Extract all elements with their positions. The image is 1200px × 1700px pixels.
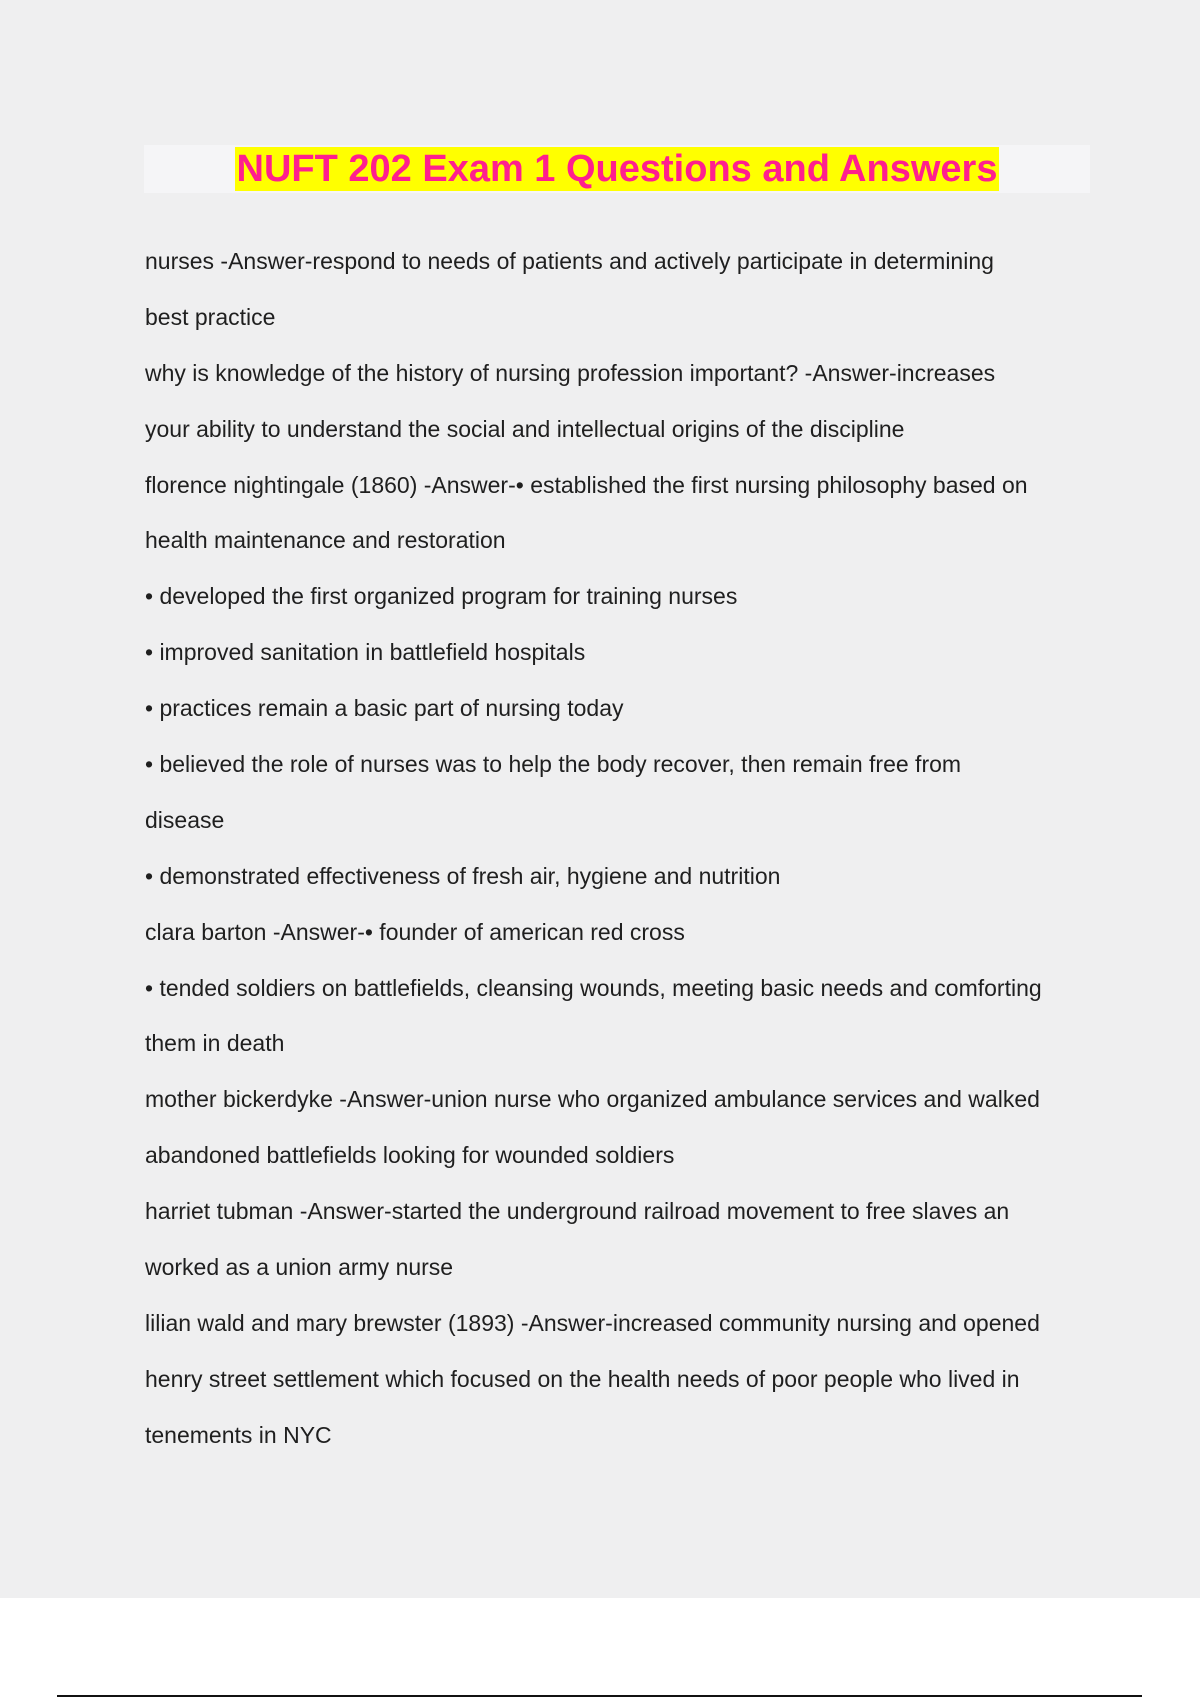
text-line: • developed the first organized program for training nurses [145,583,738,610]
text-line: • believed the role of nurses was to help the body recover, then remain free from [145,751,962,778]
text-line: • practices remain a basic part of nursing today [145,695,624,722]
text-line: • tended soldiers on battlefields, cleansing wounds, meeting basic needs and comforting [145,974,1042,1001]
text-line: mother bickerdyke -Answer-union nurse who organized ambulance services and walked [145,1086,1040,1113]
text-line: best practice [145,303,276,330]
text-line: why is knowledge of the history of nursing profession important? -Answer-increases [145,359,996,386]
text-line: lilian wald and mary brewster (1893) -Answer-increased community nursing and opened [145,1309,1040,1336]
title-band [144,145,1090,193]
text-line: tenements in NYC [145,1421,332,1448]
text-line: disease [145,806,225,833]
text-line: harriet tubman -Answer-started the underground railroad movement to free slaves an [145,1198,1010,1225]
text-line: • improved sanitation in battlefield hospitals [145,639,586,666]
text-line: health maintenance and restoration [145,527,506,554]
text-line: clara barton -Answer-• founder of american red cross [145,918,685,945]
text-line: florence nightingale (1860) -Answer-• established the first nursing philosophy based on [145,471,1028,498]
document-title: NUFT 202 Exam 1 Questions and Answers [236,148,998,190]
text-line: nurses -Answer-respond to needs of patients and actively participate in determining [145,248,994,274]
text-line: your ability to understand the social and intellectual origins of the discipline [145,415,905,442]
text-line: abandoned battlefields looking for wounded soldiers [145,1142,675,1169]
text-line: worked as a union army nurse [145,1254,454,1281]
text-line: • demonstrated effectiveness of fresh air, hygiene and nutrition [145,862,781,889]
document-body [145,234,1105,1464]
text-line: them in death [145,1030,285,1057]
text-line: henry street settlement which focused on the health needs of poor people who lived in [145,1365,1020,1392]
page-divider [57,1695,1142,1697]
